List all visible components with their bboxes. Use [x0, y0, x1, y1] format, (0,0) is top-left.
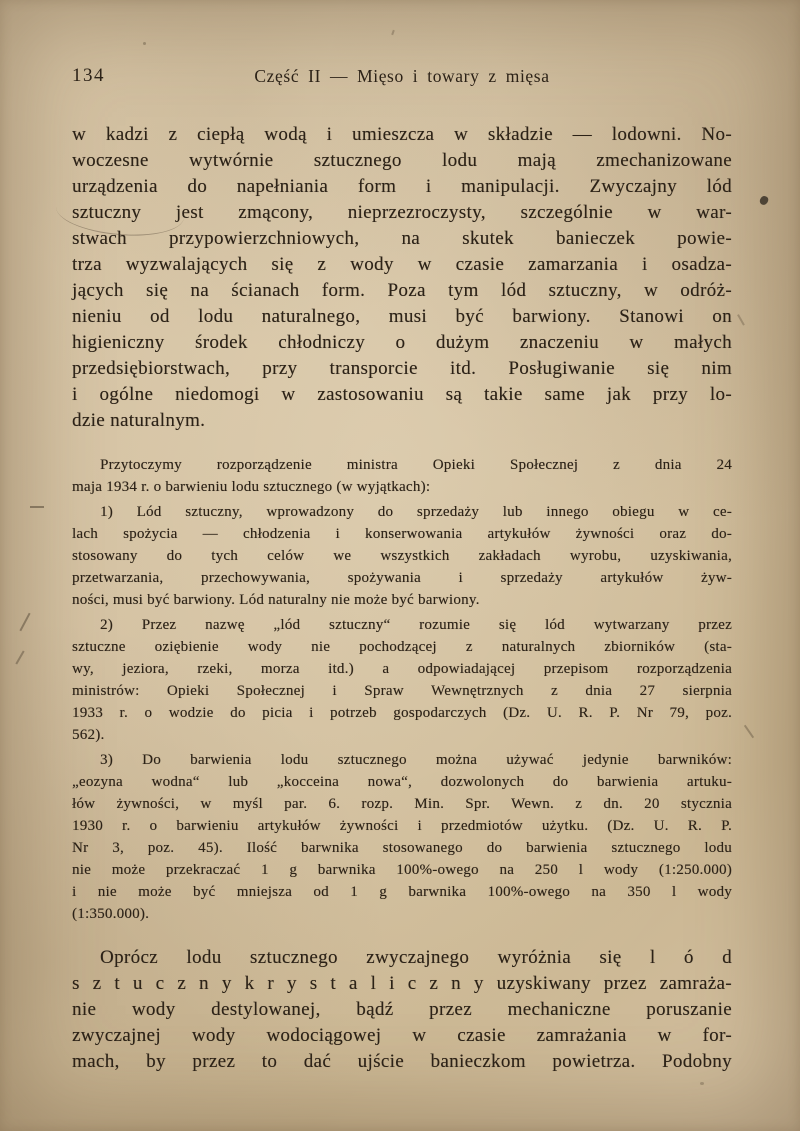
- text-line: (1:350.000).: [72, 906, 150, 922]
- margin-slash-mark: [15, 651, 24, 665]
- text-line: w kadzi z ciepłą wodą i umieszcza w składzie — lodowni. No-: [72, 124, 732, 145]
- paper-speck: [143, 42, 146, 45]
- text-line: 562).: [72, 727, 105, 743]
- text-line: przetwarzania, przechowywania, spożywania i sprzedaży artykułów żyw-: [72, 570, 732, 586]
- margin-slash-mark: [737, 314, 744, 325]
- text-line: 1930 r. o barwieniu artykułów żywności i przedmiotów użytku. (Dz. U. R. P.: [72, 818, 732, 834]
- text-line: dzie naturalnym.: [72, 410, 206, 431]
- text-line: „eozyna wodna“ lub „kocceina nowa“, dozwolonych do barwienia artuku-: [72, 774, 732, 790]
- text-line: urządzenia do napełniania form i manipulacji. Zwyczajny lód: [72, 176, 732, 197]
- text-block: [72, 122, 732, 1075]
- text-line: stosowany do tych celów we wszystkich zakładach wyrobu, uzyskiwania,: [72, 548, 732, 564]
- text-line: stwach przypowierzchniowych, na skutek banieczek powie-: [72, 228, 732, 249]
- text-line: s z t u c z n y k r y s t a l i c z n y uzyskiwany przez zamraża-: [72, 973, 732, 994]
- ink-blot-mark: [759, 195, 769, 206]
- text-line: i nie może być mniejsza od 1 g barwnika 100%-owego na 350 l wody: [72, 884, 732, 900]
- margin-dash-mark: [30, 506, 44, 508]
- paragraph: [72, 614, 732, 746]
- running-header-title: Część II — Mięso i towary z mięsa: [254, 66, 550, 86]
- text-line: 1) Lód sztuczny, wprowadzony do sprzedaży lub innego obiegu w ce-: [100, 504, 732, 520]
- text-line: wy, jeziora, rzeki, morza itd.) a odpowiadającej przepisom rozporządzenia: [72, 661, 732, 677]
- text-line: woczesne wytwórnie sztucznego lodu mają zmechanizowane: [72, 150, 732, 171]
- text-line: jących się na ścianach form. Poza tym lód sztuczny, w odróż-: [72, 280, 732, 301]
- text-line: nieniu od lodu naturalnego, musi być barwiony. Stanowi on: [72, 306, 732, 327]
- paragraph: [72, 945, 732, 1075]
- paper-speck: [700, 1082, 704, 1085]
- text-line: ności, musi być barwiony. Lód naturalny nie może być barwiony.: [72, 592, 480, 608]
- paragraph: [72, 501, 732, 611]
- page-number: 134: [72, 65, 105, 86]
- paragraph: [72, 122, 732, 434]
- text-line: Przytoczymy rozporządzenie ministra Opieki Społecznej z dnia 24: [100, 457, 732, 473]
- text-line: łów żywności, w myśl par. 6. rozp. Min. Spr. Wewn. z dn. 20 stycznia: [72, 796, 732, 812]
- text-line: ministrów: Opieki Społecznej i Spraw Wewnętrznych z dnia 27 sierpnia: [72, 683, 732, 699]
- text-line: 1933 r. o wodzie do picia i potrzeb gospodarczych (Dz. U. R. P. Nr 79, poz.: [72, 705, 732, 721]
- text-line: Nr 3, poz. 45). Ilość barwnika stosowanego do barwienia sztucznego lodu: [72, 840, 732, 856]
- text-line: nie może przekraczać 1 g barwnika 100%-owego na 250 l wody (1:250.000): [72, 862, 732, 878]
- text-line: 2) Przez nazwę „lód sztuczny“ rozumie się lód wytwarzany przez: [100, 617, 732, 633]
- text-line: Oprócz lodu sztucznego zwyczajnego wyróżnia się l ó d: [100, 947, 732, 968]
- margin-slash-mark: [744, 725, 754, 738]
- margin-slash-mark: [19, 613, 30, 632]
- text-line: i ogólne niedomogi w zastosowaniu są takie same jak przy lo-: [72, 384, 732, 405]
- text-line: mach, by przez to dać ujście banieczkom powietrza. Podobny: [72, 1051, 732, 1072]
- paragraph: [72, 749, 732, 925]
- paragraph: [72, 454, 732, 498]
- text-line: lach spożycia — chłodzenia i konserwowania artykułów żywności oraz do-: [72, 526, 732, 542]
- text-line: 3) Do barwienia lodu sztucznego można używać jedynie barwników:: [100, 752, 732, 768]
- text-line: przedsiębiorstwach, przy transporcie itd. Posługiwanie się nim: [72, 358, 732, 379]
- text-line: maja 1934 r. o barwieniu lodu sztucznego (w wyjątkach):: [72, 479, 431, 495]
- page-header: [72, 64, 732, 90]
- text-line: higieniczny środek chłodniczy o dużym znaczeniu w małych: [72, 332, 732, 353]
- paper-speck: [391, 30, 395, 35]
- text-line: sztuczne oziębienie wody nie pochodzącej z naturalnych zbiorników (sta-: [72, 639, 732, 655]
- text-line: zwyczajnej wody wodociągowej w czasie zamrażania w for-: [72, 1025, 732, 1046]
- text-line: sztuczny jest zmącony, nieprzezroczysty, szczególnie w war-: [72, 202, 732, 223]
- text-line: trza wyzwalających się z wody w czasie zamarzania i osadza-: [72, 254, 732, 275]
- text-line: nie wody destylowanej, bądź przez mechaniczne poruszanie: [72, 999, 732, 1020]
